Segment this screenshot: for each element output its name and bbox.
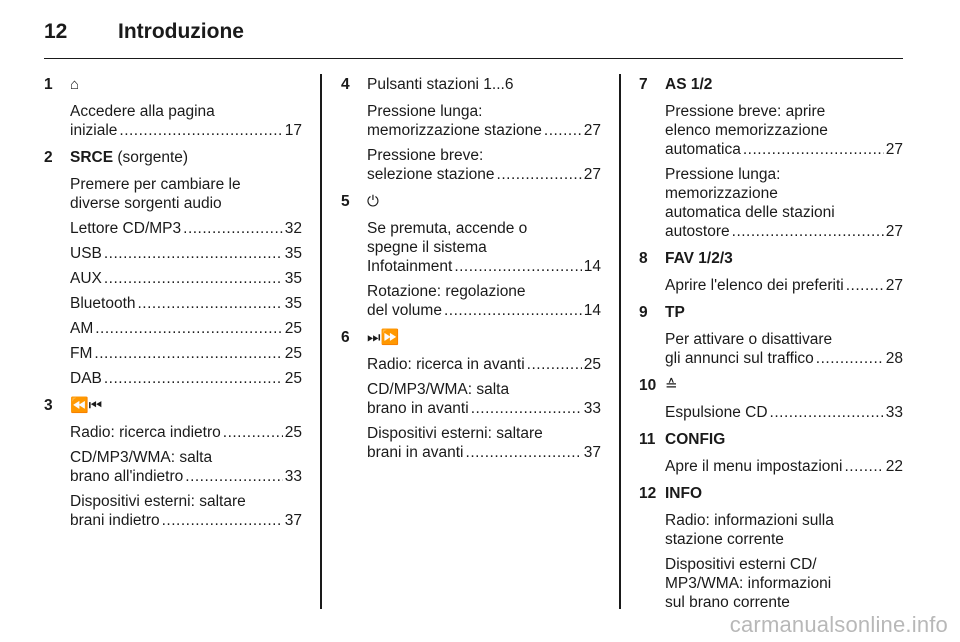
- reference-text: DAB: [70, 370, 102, 387]
- reference-text: iniziale: [70, 122, 118, 139]
- page-reference: [665, 349, 903, 368]
- leader-dots: [816, 349, 884, 368]
- list-item: [341, 320, 601, 462]
- reference-text: automatica: [665, 141, 741, 158]
- item-name: [665, 302, 685, 324]
- reference-text: FM: [70, 345, 93, 362]
- leader-dots: [471, 399, 582, 418]
- leader-dots: [544, 121, 582, 140]
- page-reference: [70, 467, 302, 486]
- page-link: 27: [583, 122, 601, 139]
- description: [665, 102, 903, 159]
- reference-text: Bluetooth: [70, 295, 136, 312]
- description-line: stazione corrente: [665, 531, 784, 548]
- description-line: CD/MP3/WMA: salta: [70, 449, 213, 466]
- reference-text: brano in avanti: [367, 400, 469, 417]
- page-link: 27: [885, 223, 903, 240]
- page-link: 27: [885, 141, 903, 158]
- description: [665, 165, 903, 241]
- page-reference: [70, 369, 302, 388]
- description: [665, 330, 903, 368]
- description-line: Premere per cambiare le: [70, 176, 241, 193]
- description-line: Rotazione: regolazione: [367, 283, 526, 300]
- item-name: [665, 429, 725, 451]
- list-item: [639, 74, 903, 241]
- page-reference: [367, 257, 601, 276]
- page-reference: [665, 457, 903, 476]
- page-reference: [70, 344, 302, 363]
- item-title: [639, 429, 903, 451]
- item-title: [341, 327, 601, 349]
- leader-dots: [497, 165, 582, 184]
- leader-dots: [844, 457, 883, 476]
- reference-text: Espulsione CD: [665, 404, 768, 421]
- item-name: [665, 375, 678, 397]
- item-name: [665, 74, 712, 96]
- item-number: 7: [639, 76, 648, 93]
- list-item: [639, 476, 903, 612]
- column-2: [341, 74, 601, 462]
- eject-icon: ≙: [665, 377, 678, 394]
- page-title: Introduzione: [118, 20, 244, 43]
- item-number: 2: [44, 149, 53, 166]
- item-name: [665, 248, 733, 270]
- item-title: [341, 74, 601, 96]
- item-number: 12: [639, 485, 657, 502]
- description: [70, 369, 302, 388]
- reference-text: Infotainment: [367, 258, 453, 275]
- leader-dots: [770, 403, 884, 422]
- description: [367, 102, 601, 140]
- page-link: 33: [583, 400, 601, 417]
- home-icon: ⌂: [70, 76, 80, 93]
- description-line: Pressione lunga:: [367, 103, 483, 120]
- list-item: [44, 140, 302, 388]
- item-number: 8: [639, 250, 648, 267]
- item-number: 4: [341, 76, 350, 93]
- page-link: 17: [284, 122, 302, 139]
- list-item: [341, 74, 601, 184]
- page-link: 27: [885, 277, 903, 294]
- leader-dots: [94, 344, 282, 363]
- description-line: Dispositivi esterni CD/: [665, 556, 817, 573]
- list-item: [44, 74, 302, 140]
- spacer: [639, 422, 903, 429]
- spacer: [639, 295, 903, 302]
- description-line: MP3/WMA: informazioni: [665, 575, 832, 592]
- page-link: 33: [885, 404, 903, 421]
- reference-text: USB: [70, 245, 102, 262]
- leader-dots: [183, 219, 283, 238]
- leader-dots: [846, 276, 884, 295]
- leader-dots: [162, 511, 283, 530]
- list-item: [639, 241, 903, 295]
- page-reference: [70, 319, 302, 338]
- item-title: [44, 395, 302, 417]
- description-line: Pressione breve: aprire: [665, 103, 826, 120]
- leader-dots: [119, 121, 282, 140]
- leader-dots: [223, 423, 283, 442]
- item-title: [44, 74, 302, 96]
- page-reference: [367, 121, 601, 140]
- description: [367, 355, 601, 374]
- item-title: [639, 302, 903, 324]
- page-reference: [70, 269, 302, 288]
- item-number: 11: [639, 431, 656, 448]
- description-line: diverse sorgenti audio: [70, 195, 222, 212]
- leader-dots: [527, 355, 582, 374]
- seek-forward-icon: ⏭⏩: [367, 329, 400, 346]
- description: [70, 319, 302, 338]
- reference-text: Radio: ricerca indietro: [70, 424, 221, 441]
- power-icon: ⏻: [367, 193, 379, 210]
- item-label: FAV 1/2/3: [665, 250, 733, 267]
- description-line: Dispositivi esterni: saltare: [367, 425, 543, 442]
- page-link: 25: [284, 345, 302, 362]
- list-item: [639, 368, 903, 422]
- item-number: 1: [44, 76, 53, 93]
- spacer: [639, 476, 903, 483]
- item-name: [70, 395, 102, 417]
- page-link: 28: [885, 350, 903, 367]
- page-reference: [367, 355, 601, 374]
- reference-text: gli annunci sul traffico: [665, 350, 814, 367]
- item-name: [367, 191, 379, 213]
- page-link: 22: [885, 458, 903, 475]
- spacer: [341, 320, 601, 327]
- description: [70, 269, 302, 288]
- list-item: [639, 295, 903, 368]
- reference-text: memorizzazione stazione: [367, 122, 542, 139]
- description: [665, 403, 903, 422]
- reference-text: selezione stazione: [367, 166, 495, 183]
- description-line: CD/MP3/WMA: salta: [367, 381, 510, 398]
- description: [665, 555, 903, 612]
- item-title: [44, 147, 302, 169]
- page-link: 27: [583, 166, 601, 183]
- reference-text: brani indietro: [70, 512, 160, 529]
- item-title: [639, 74, 903, 96]
- page-reference: [367, 399, 601, 418]
- item-suffix: Pulsanti stazioni 1...6: [367, 76, 514, 93]
- leader-dots: [104, 369, 283, 388]
- spacer: [341, 184, 601, 191]
- reference-text: Lettore CD/MP3: [70, 220, 182, 237]
- description: [665, 511, 903, 549]
- item-name: [367, 74, 513, 96]
- spacer: [639, 368, 903, 375]
- list-item: [639, 422, 903, 476]
- page-link: 35: [284, 270, 302, 287]
- page-reference: [367, 301, 601, 320]
- leader-dots: [104, 244, 283, 263]
- description-line: spegne il sistema: [367, 239, 487, 256]
- page-link: 25: [284, 320, 302, 337]
- page-link: 35: [284, 245, 302, 262]
- item-label: INFO: [665, 485, 703, 502]
- item-label: TP: [665, 304, 685, 321]
- page-reference: [70, 423, 302, 442]
- description: [70, 244, 302, 263]
- item-number: 6: [341, 329, 350, 346]
- description-line: automatica delle stazioni: [665, 204, 835, 221]
- page-reference: [665, 140, 903, 159]
- leader-dots: [104, 269, 283, 288]
- item-label: CONFIG: [665, 431, 726, 448]
- item-name: [367, 327, 399, 349]
- description-line: memorizzazione: [665, 185, 778, 202]
- description: [367, 282, 601, 320]
- leader-dots: [466, 443, 582, 462]
- item-label: SRCE: [70, 149, 114, 166]
- description-line: Se premuta, accende o: [367, 220, 528, 237]
- page-link: 14: [583, 258, 601, 275]
- page-number: 12: [44, 20, 68, 43]
- page-reference: [367, 165, 601, 184]
- description: [367, 380, 601, 418]
- item-suffix: (sorgente): [113, 149, 189, 166]
- leader-dots: [732, 222, 884, 241]
- item-number: 5: [341, 193, 350, 210]
- column-divider: [320, 74, 322, 609]
- leader-dots: [185, 467, 282, 486]
- item-name: [70, 147, 188, 169]
- page-link: 32: [284, 220, 302, 237]
- page-reference: [70, 294, 302, 313]
- item-number: 3: [44, 397, 53, 414]
- description-line: Accedere alla pagina: [70, 103, 215, 120]
- page-reference: [367, 443, 601, 462]
- page-link: 35: [284, 295, 302, 312]
- page-link: 25: [284, 424, 302, 441]
- spacer: [44, 140, 302, 147]
- item-label: AS 1/2: [665, 76, 713, 93]
- description: [70, 492, 302, 530]
- page-reference: [70, 121, 302, 140]
- reference-text: autostore: [665, 223, 730, 240]
- item-title: [639, 483, 903, 505]
- reference-text: AUX: [70, 270, 102, 287]
- description-line: Radio: informazioni sulla: [665, 512, 834, 529]
- item-title: [639, 248, 903, 270]
- page-reference: [665, 403, 903, 422]
- item-name: [70, 74, 79, 96]
- page-reference: [70, 219, 302, 238]
- watermark: carmanualsonline.info: [729, 612, 948, 637]
- item-name: [665, 483, 702, 505]
- leader-dots: [743, 140, 884, 159]
- description: [367, 146, 601, 184]
- description: [70, 219, 302, 238]
- item-number: 9: [639, 304, 648, 321]
- page-reference: [70, 244, 302, 263]
- leader-dots: [95, 319, 283, 338]
- reference-text: Apre il menu impostazioni: [665, 458, 843, 475]
- description: [665, 457, 903, 476]
- description: [70, 344, 302, 363]
- leader-dots: [454, 257, 581, 276]
- seek-back-icon: ⏪⏮: [70, 397, 103, 414]
- description: [367, 424, 601, 462]
- description: [367, 219, 601, 276]
- page-reference: [70, 511, 302, 530]
- description: [70, 175, 302, 213]
- description: [70, 102, 302, 140]
- page-link: 33: [284, 468, 302, 485]
- list-item: [341, 184, 601, 320]
- column-divider: [619, 74, 621, 609]
- reference-text: Aprire l'elenco dei preferiti: [665, 277, 844, 294]
- description-line: elenco memorizzazione: [665, 122, 828, 139]
- description: [70, 423, 302, 442]
- page-link: 25: [284, 370, 302, 387]
- item-title: [341, 191, 601, 213]
- reference-text: AM: [70, 320, 94, 337]
- description: [665, 276, 903, 295]
- reference-text: brani in avanti: [367, 444, 464, 461]
- spacer: [44, 388, 302, 395]
- reference-text: brano all'indietro: [70, 468, 184, 485]
- description-line: Pressione breve:: [367, 147, 484, 164]
- leader-dots: [138, 294, 283, 313]
- page-link: 37: [284, 512, 302, 529]
- page-link: 14: [583, 302, 601, 319]
- description-line: Pressione lunga:: [665, 166, 781, 183]
- item-number: 10: [639, 377, 657, 394]
- item-title: [639, 375, 903, 397]
- page-link: 25: [583, 356, 601, 373]
- leader-dots: [444, 301, 582, 320]
- description-line: Dispositivi esterni: saltare: [70, 493, 246, 510]
- page-link: 37: [583, 444, 601, 461]
- column-3: [639, 74, 903, 612]
- reference-text: Radio: ricerca in avanti: [367, 356, 525, 373]
- page-reference: [665, 276, 903, 295]
- page-reference: [665, 222, 903, 241]
- list-item: [44, 388, 302, 530]
- spacer: [639, 241, 903, 248]
- description-line: sul brano corrente: [665, 594, 790, 611]
- page-header: [44, 18, 903, 59]
- column-1: [44, 74, 302, 530]
- description: [70, 294, 302, 313]
- description-line: Per attivare o disattivare: [665, 331, 833, 348]
- reference-text: del volume: [367, 302, 442, 319]
- description: [70, 448, 302, 486]
